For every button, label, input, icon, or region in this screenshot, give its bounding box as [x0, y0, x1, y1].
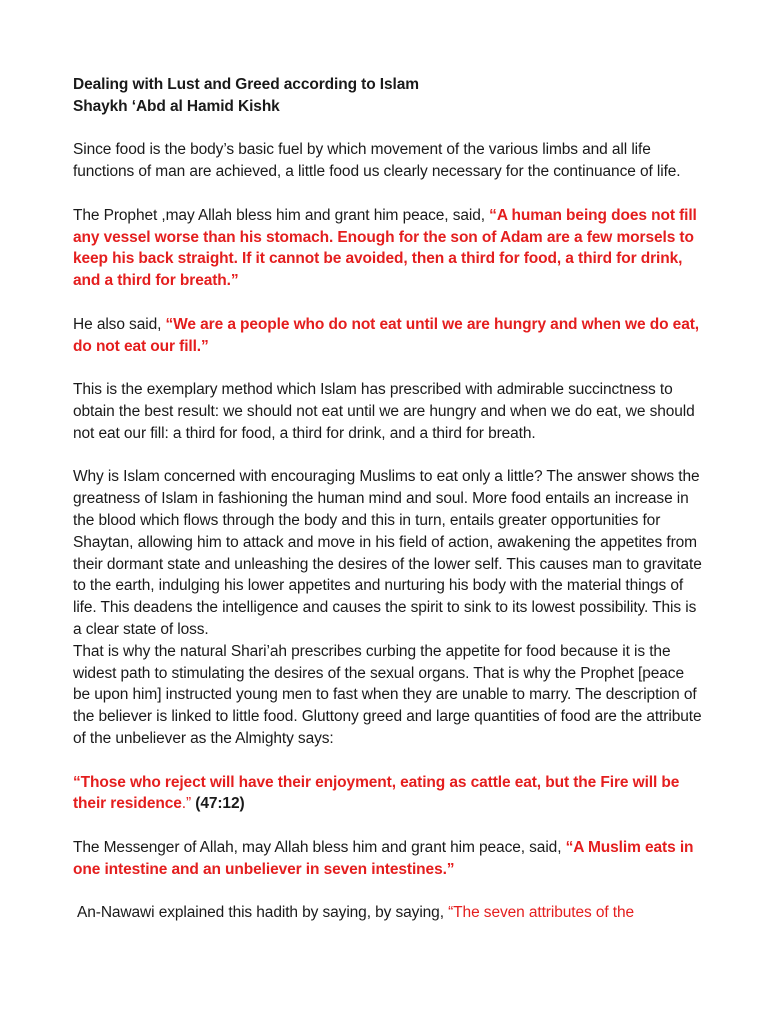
paragraph-9: [73, 902, 703, 924]
paragraph-6: That is why the natural Shari’ah prescribes curbing the appetite for food because it is the widest path to stimulating the desires of the sexual organs. That is why the Prophet [peace be upon him] instructed young men to fast when they are unable to marry. The description of the believer is linked to little food. Gluttony greed and large quantities of food are the attribute of the unbeliever as the Almighty says:: [73, 642, 702, 747]
quran-quote: “Those who reject will have their enjoyment, eating as cattle eat, but the Fire will be their residence: [73, 773, 680, 813]
hadith-quote-hungry: “We are a people who do not eat until we are hungry and when we do eat, do not eat our fill.”: [73, 315, 699, 355]
paragraph-8-intro: The Messenger of Allah, may Allah bless him and grant him peace, said,: [73, 838, 566, 856]
document-author: Shaykh ‘Abd al Hamid Kishk: [73, 97, 280, 115]
hadith-quote-intestine: “A Muslim eats in one intestine and an unbeliever in seven intestines.”: [73, 838, 694, 878]
quran-quote-end: .”: [181, 795, 192, 813]
paragraph-4: This is the exemplary method which Islam has prescribed with admirable succinctness to obtain the best result: we should not eat until we are hungry and when we do eat, we should not eat our fill: a third for food, a third for drink, and a third for breath.: [73, 381, 695, 442]
document-title: Dealing with Lust and Greed according to Islam: [73, 76, 419, 93]
quran-reference: (47:12): [191, 795, 245, 813]
hadith-quote-vessel: “A human being does not fill any vessel worse than his stomach. Enough for the son of Adam are a few morsels to keep his back straight. If it cannot be avoided, then a third for food, a third for drink, and a third for breath.”: [73, 206, 697, 290]
document-body: [73, 74, 703, 946]
paragraph-5: Why is Islam concerned with encouraging Muslims to eat only a little? The answer shows the greatness of Islam in fashioning the human mind and soul. More food entails an increase in the blood which flows through the body and this in turn, entails greater opportunities for Shaytan, allowing him to attack and move in his field of action, awakening the appetites from their dormant state and unleashing the desires of the lower self. This causes man to gravitate to the earth, indulging his lower appetites and nurturing his body with the material things of life. This deadens the intelligence and causes the spirit to sink to its lowest possibility. This is a clear state of loss.: [73, 468, 702, 638]
title-block: [73, 74, 703, 118]
paragraph-3: [73, 314, 703, 358]
paragraph-1: Since food is the body’s basic fuel by which movement of the various limbs and all life functions of man are achieved, a little food us clearly necessary for the continuance of life.: [73, 141, 681, 181]
paragraph-7: [73, 772, 703, 816]
paragraph-3-intro: He also said,: [73, 315, 166, 333]
paragraph-8: [73, 837, 703, 881]
paragraph-9-intro: An-Nawawi explained this hadith by saying, by saying,: [77, 904, 449, 922]
paragraph-2: [73, 205, 703, 292]
nawawi-quote: “The seven attributes of the: [448, 904, 635, 922]
paragraph-2-intro: The Prophet ,may Allah bless him and grant him peace, said,: [73, 206, 490, 224]
